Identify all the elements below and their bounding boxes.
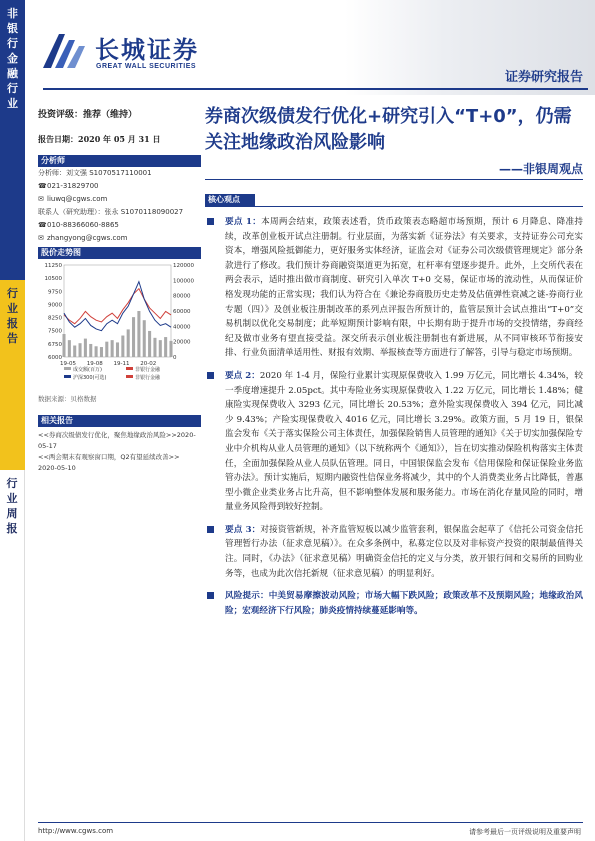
key-point-label: 风险提示： [225,591,269,602]
key-point [205,369,583,515]
phone-icon: ☎ [38,221,47,229]
price-chart-section [38,247,201,403]
related-reports-list [38,430,201,474]
x-tick-label: 19-05 [60,361,77,367]
chart-source-note: 数据来源：贝格数据 [38,395,97,403]
volume-bar [79,343,82,357]
volume-bar [89,344,92,357]
bullet-square-icon [207,218,214,225]
x-tick-label: 19-11 [113,361,130,367]
legend-swatch [126,367,133,370]
company-name-en: GREAT WALL SECURITIES [96,63,197,70]
y-left-tick-label: 10500 [44,276,62,283]
analyst-section-header: 分析师 [38,155,201,167]
report-date: 报告日期：2020 年 05 月 31 日 [38,134,161,144]
analyst-row-text: 010-88366060-8865 [47,221,119,229]
left-column [38,100,201,474]
y-right-tick-label: 20000 [173,339,191,346]
footer-url: http://www.cgws.com [38,827,114,835]
volume-bar [105,342,108,357]
core-views-header: 核心观点 [205,194,255,206]
mail-icon: ✉ [38,195,44,203]
x-tick-label: 19-08 [86,361,103,367]
volume-bar [84,339,87,357]
analyst-row-text: 分析师：刘文强 S1070517110001 [38,169,152,177]
investment-rating: 投资评级：推荐（维持） [38,110,138,120]
key-point-text: 对接资管新规，补齐监管短板以减少监管套利，银保监会起草了《信托公司资金信托管理暂行办法（征求意见稿）》。在众多条例中，私募定位以及对非标资产投资的限制最值得关注。同时，《办法》（征求意见稿）明确资金信托的定义与分类，放开银行间和交易所的回购业务等，也成为此次信托新规（征求意见稿）的明显利好。 [225,524,583,579]
volume-bar [143,320,146,357]
legend-label: 非银行金融 [135,367,161,373]
analyst-row-text[interactable]: liuwq@cgws.com [47,195,108,203]
phone-icon: ☎ [38,182,47,190]
page-header [25,0,595,95]
analyst-row [38,180,201,193]
legend-swatch [126,375,133,378]
footer-disclaimer: 请参考最后一页评级说明及重要声明 [469,828,581,836]
legend-swatch [64,375,71,378]
y-left-tick-label: 6000 [48,355,62,361]
y-right-tick-label: 0 [173,355,177,361]
sidebar [0,0,25,841]
core-views-divider [205,206,583,207]
analyst-list [38,167,201,245]
footer-divider [38,822,583,823]
volume-bar [95,346,98,357]
report-title: 券商次级债发行优化+研究引入“T+0”，仍需关注地缘政治风险影响 [205,106,572,153]
volume-bar [111,340,114,357]
key-point-label: 要点 1： [225,217,262,227]
analyst-section [38,155,201,245]
key-point [205,215,583,361]
report-subtitle: ——非银周观点 [498,162,583,176]
volume-bar [153,338,156,357]
volume-bar [132,317,135,357]
sidebar-report-frequency-label: 行业周报 [0,470,25,841]
volume-bar [116,342,119,357]
analyst-row [38,219,201,232]
analyst-row [38,206,201,219]
y-left-tick-label: 9750 [48,289,62,296]
volume-bar [164,337,167,357]
volume-bar [127,329,130,357]
volume-bar [100,347,103,357]
price-chart-header: 股价走势图 [38,247,201,259]
sidebar-report-type-label: 行业报告 [0,280,25,470]
sidebar-industry-label: 非银行金融行业 [0,0,25,280]
key-point-text: 本周两会结束，政策表述看，货币政策表态略超市场预期，预计 6 月降息、降准持续，改革创业板开试点注册制。行业层面，为落实新《证券法》有关要求，支持证券公司充实资本，增强风险抵御能力，更好服务实体经济，证监会对《证券公司次级债管理规定》部分条款进行了修改。我们预计券商融资渠道更为拓宽，杠杆率有望逐步提升。此外，上交所代表在两会表示，适时推出做市商制度、研究引入单次 T+0 交易，保证市场的流动性，从而保证价格发现功能的正常实现；我们认为符合在《兼论券商股历史走势及估值弹性衰减之谜-券商行业专题（四）》及创业板注册制改革的系列点评报告所预计的，监管层预计会试点推出“T+0”交易机制以优化交易制度；此举短期预计影响有限，中长期有助于提升市场的交投情绪，券商经纪及做市业务有望直接受益。深交所表示创业板注册制也有新进展，从不同审核环节衔接安排、行业负面清单适用性、财报有效期、举报核查等方面进行了解答，引导与稳定市场预期。 [225,217,583,359]
report-type-label: 证券研究报告 [504,70,583,85]
subtitle-divider [205,179,583,180]
volume-bar [62,334,65,357]
legend-label: 沪深300(可选) [73,375,107,381]
company-logo-icon [39,28,89,72]
related-reports-section [38,415,201,474]
volume-bar [68,340,71,357]
main-column [205,100,583,618]
y-right-tick-label: 100000 [173,278,194,285]
related-report-item[interactable]: <<两会期末有观察窗口期，Q2有望延续改善>> [38,453,180,461]
analyst-row [38,232,201,245]
related-reports-header: 相关报告 [38,415,201,427]
key-point-label: 要点 3： [225,524,261,535]
y-left-tick-label: 9000 [48,302,62,309]
volume-bar [169,341,172,357]
key-points [205,215,583,618]
legend-label: 非银行金融 [135,375,161,381]
volume-bar [159,340,162,357]
analyst-row [38,167,201,180]
key-point [205,589,583,618]
volume-bar [121,336,124,357]
related-report-item[interactable]: 2020-05-10 [38,464,76,472]
bullet-square-icon [207,372,214,379]
analyst-row-text[interactable]: zhangyong@cgws.com [47,234,128,242]
related-report-item[interactable]: <<券商次级债发行优化，聚焦地缘政治风险>>2020-05-17 [38,431,196,450]
y-left-tick-label: 8250 [48,315,62,322]
y-left-tick-label: 11250 [44,263,62,269]
volume-bar [73,346,76,358]
bullet-square-icon [207,526,214,533]
x-tick-label: 20-02 [140,361,157,367]
y-left-tick-label: 6750 [48,341,62,348]
key-point [205,523,583,581]
key-point-label: 要点 2： [225,370,260,381]
legend-label: 成交额(百万) [73,367,102,373]
key-point-text: 中美贸易摩擦波动风险；市场大幅下跌风险；政策改革不及预期风险；地缘政治风险；宏观经济下行风险；肺炎疫情持续蔓延影响等。 [225,591,583,616]
key-point-text: 2020 年 1-4 月，保险行业累计实现原保费收入 1.99 万亿元，同比增长 4.34%，较一季度增速提升 2.05pct。其中寿险业务实现原保费收入 1.22 万亿元，同比增长 1.48%；健康险实现保费收入 3293 亿元，同比增长 20.53%；意外险实现保费收入 394 亿元，同比减少 9.43%；产险实现保费收入 4016 亿元，同比增长 3.29%。政策方面，5 月 19 日，银保监会发布《关于落实保险公司主体责任，加强保险销售人员管理的通知》《关于切实加强保险专业中介机构从业人员管理的通知》（以下统称两个《通知》），旨在切实推动保险机构落实主体责任，全面加强保险从业人员队伍管理。同日，中国银保监会发布《信用保险和保证保险业务监管办法》。预计实施后，短期内融资性信保业务将减少，其中的个人消费类业务占比降低，普惠型小微企业类业务占比升高，但不影响整体发展和服务能力。市场在消化存量风险的同时，增量业务风险得到较好控制。 [225,370,583,513]
header-divider [43,88,588,90]
y-left-tick-label: 7500 [48,328,62,335]
analyst-row-text: 021-31829700 [47,182,99,190]
price-chart [38,261,201,387]
y-right-tick-label: 40000 [173,324,191,331]
analyst-row [38,193,201,206]
y-right-tick-label: 60000 [173,309,191,315]
analyst-row-text: 联系人（研究助理）：张永 S1070118090027 [38,208,184,216]
legend-swatch [64,367,71,370]
company-name-cn: 长城证券 [95,36,199,64]
y-right-tick-label: 120000 [173,263,194,269]
mail-icon: ✉ [38,234,44,242]
volume-bar [137,311,140,357]
bullet-square-icon [207,592,214,599]
y-right-tick-label: 80000 [173,293,191,300]
volume-bar [148,331,151,357]
